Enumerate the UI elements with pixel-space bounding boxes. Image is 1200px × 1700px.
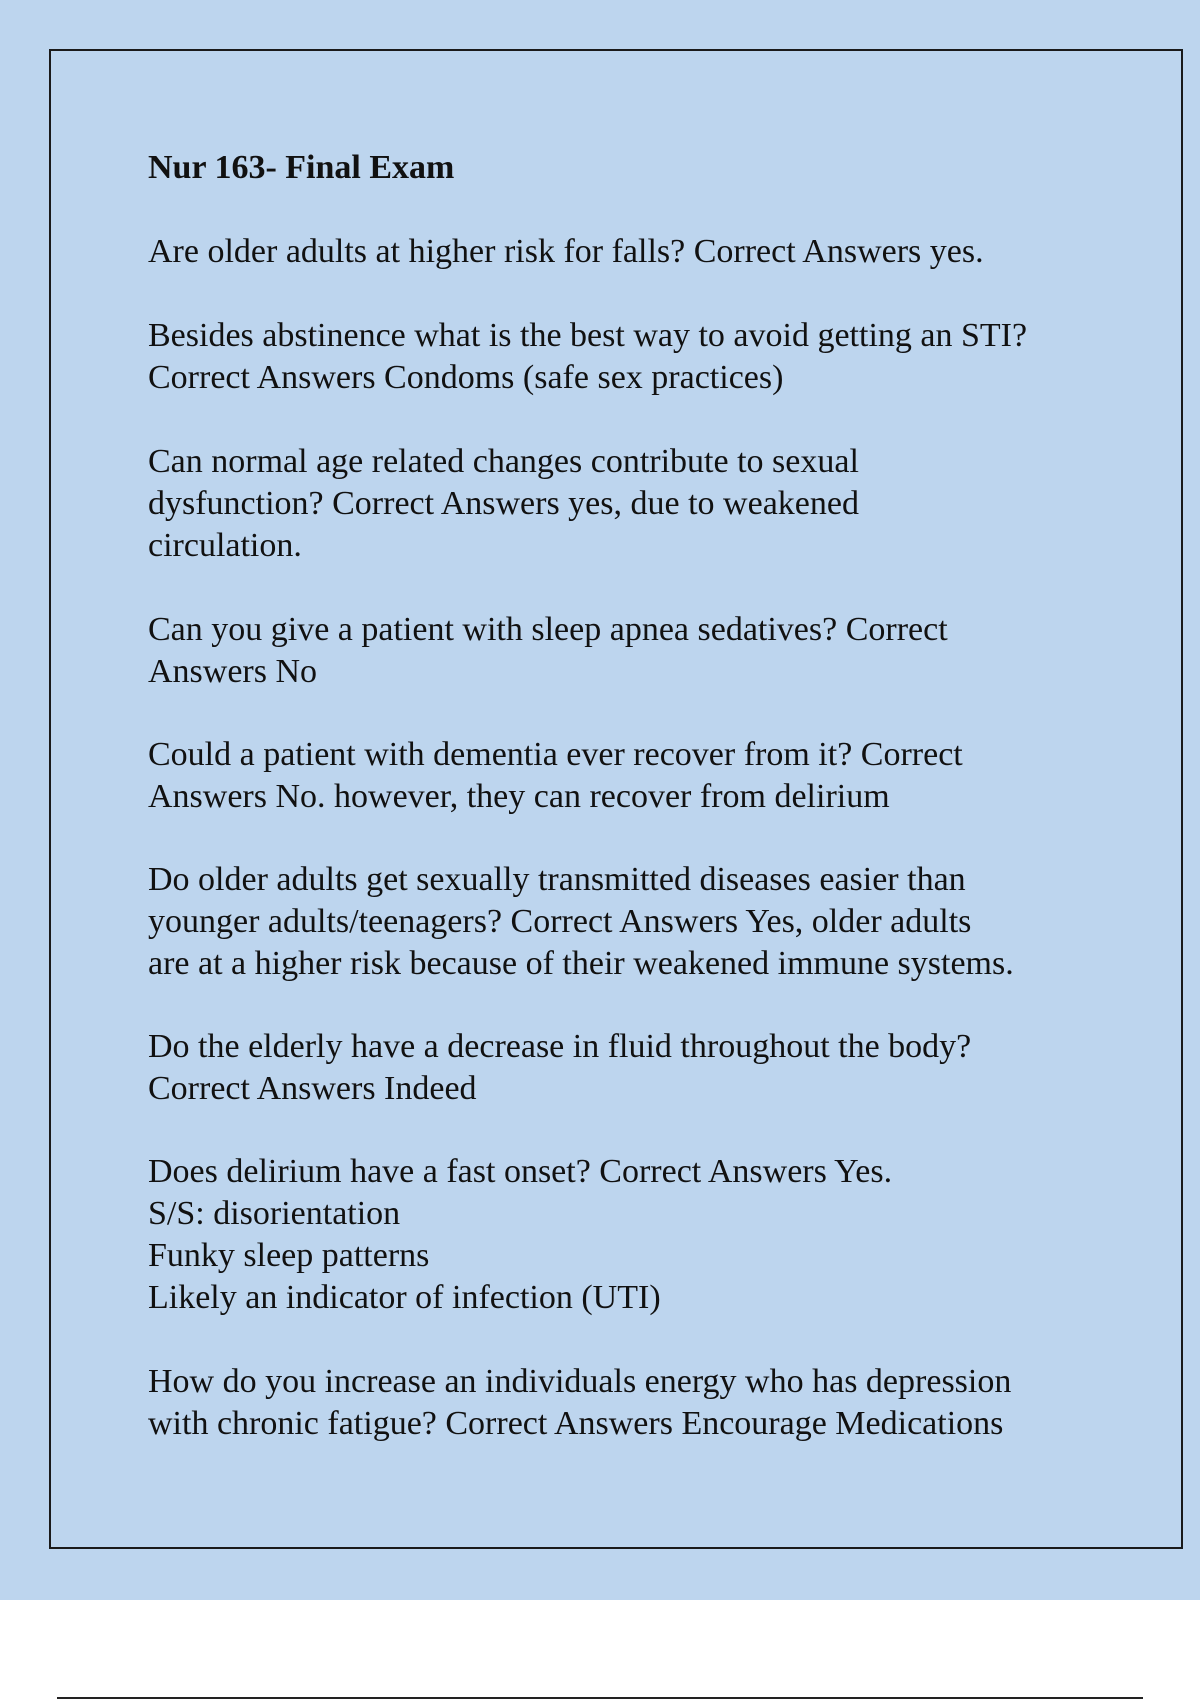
document-title: Nur 163- Final Exam	[148, 149, 455, 186]
qa-item-fluid: Do the elderly have a decrease in fluid throughout the body? Correct Answers Indeed	[148, 1028, 972, 1107]
qa-item-std-risk: Do older adults get sexually transmitted diseases easier than younger adults/teenagers? Correct Answers Yes, older adults are at a higher risk because of their weakened immune systems.	[148, 861, 1014, 982]
qa-item-falls: Are older adults at higher risk for falls? Correct Answers yes.	[148, 233, 984, 270]
qa-item-sti: Besides abstinence what is the best way to avoid getting an STI? Correct Answers Condoms (safe sex practices)	[148, 317, 1028, 396]
footer-divider	[57, 1697, 1143, 1699]
qa-item-depression: How do you increase an individuals energy who has depression with chronic fatigue? Correct Answers Encourage Medications	[148, 1363, 1012, 1442]
qa-item-dementia: Could a patient with dementia ever recover from it? Correct Answers No. however, they can recover from delirium	[148, 736, 963, 815]
qa-item-sleep-apnea: Can you give a patient with sleep apnea sedatives? Correct Answers No	[148, 611, 948, 690]
qa-item-sexual-dysfunction: Can normal age related changes contribute to sexual dysfunction? Correct Answers yes, due to weakened circulation.	[148, 443, 859, 564]
qa-item-delirium: Does delirium have a fast onset? Correct Answers Yes. S/S: disorientation Funky sleep patterns Likely an indicator of infection (UTI)	[148, 1153, 893, 1316]
document-frame	[49, 49, 1183, 1549]
